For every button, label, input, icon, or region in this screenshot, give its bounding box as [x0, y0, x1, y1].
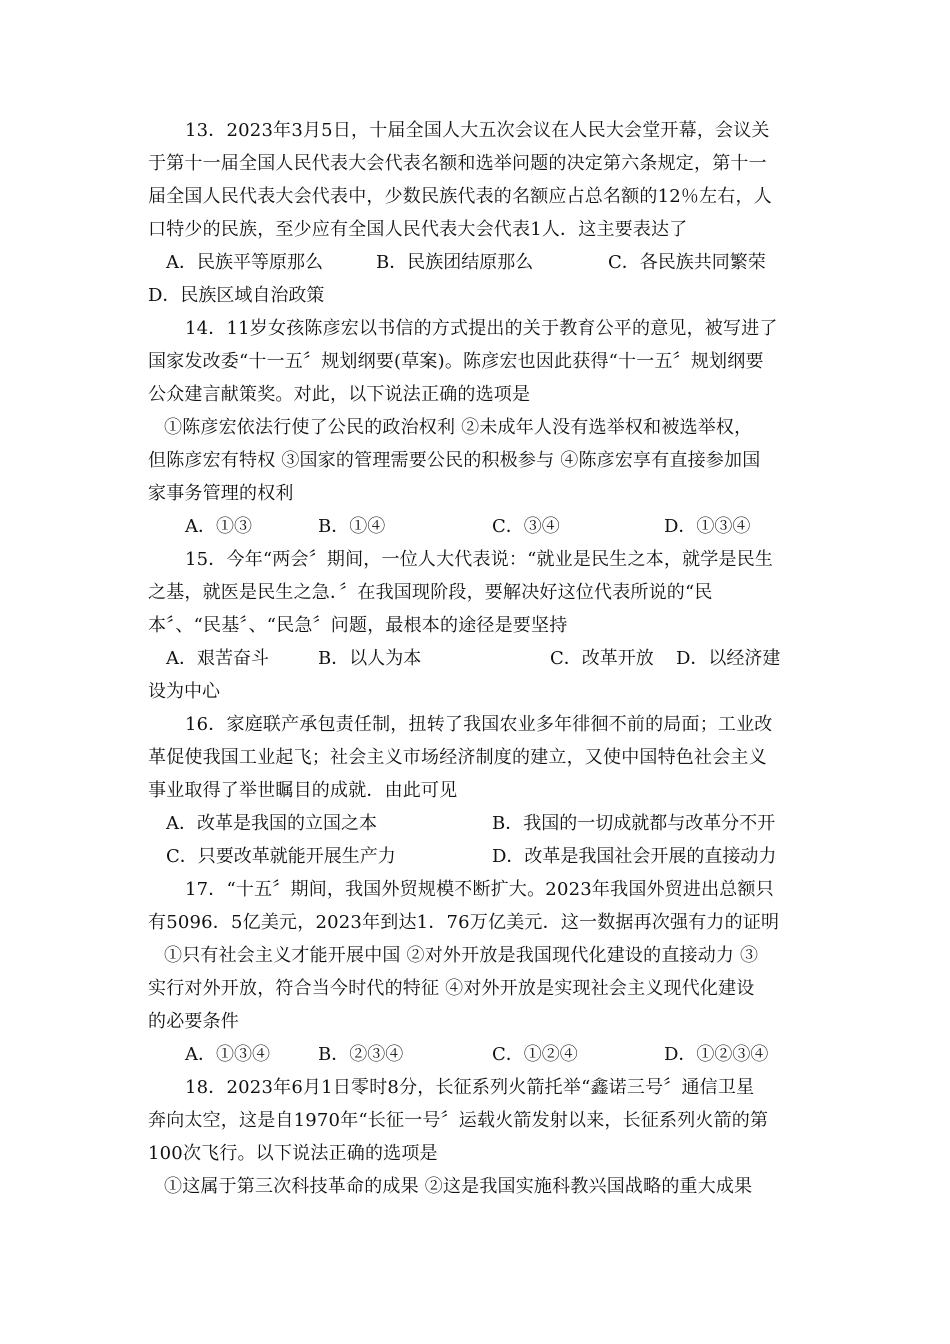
q16-option-b: B．我国的一切成就都与改革分不开 [492, 813, 776, 834]
q14-line-2: 国家发改委“十一五〞规划纲要(草案)。陈彦宏也因此获得“十一五〞规划纲要 [148, 351, 764, 372]
q17-line-1: 17．“十五〞期间，我国外贸规模不断扩大。2023年我国外贸进出总额只 [185, 879, 774, 900]
q16-option-c: C．只要改革就能开展生产力 [166, 846, 396, 867]
q17-line-3: ①只有社会主义才能开展中国 ②对外开放是我国现代化建设的直接动力 ③ [164, 945, 759, 966]
q14-line-6: 家事务管理的权利 [148, 483, 294, 504]
q16-line-1: 16．家庭联产承包责任制，扭转了我国农业多年徘徊不前的局面；工业改 [185, 714, 773, 735]
q14-line-3: 公众建言献策奖。对此，以下说法正确的选项是 [148, 384, 531, 405]
q17-option-c: C．①②④ [492, 1044, 578, 1065]
q13-line-3: 届全国人民代表大会代表中，少数民族代表的名额应占总名额的12％左右，人 [148, 186, 772, 207]
q14-option-d: D．①③④ [664, 516, 751, 537]
q13-line-2: 于第十一届全国人民代表大会代表名额和选举问题的决定第六条规定，第十一 [148, 153, 767, 174]
q13-option-a: A．民族平等原那么 [166, 252, 323, 273]
q14-option-a: A．①③ [185, 516, 252, 537]
q17-line-2: 有5096．5亿美元，2023年到达1．76万亿美元．这一数据再次强有力的证明 [148, 912, 780, 933]
q17-line-4: 实行对外开放，符合当今时代的特征 ④对外开放是实现社会主义现代化建设 [148, 978, 755, 999]
q13-option-d: D．民族区域自治政策 [148, 285, 325, 306]
q15-option-d-continued: 设为中心 [148, 681, 220, 702]
q13-line-1: 13．2023年3月5日，十届全国人大五次会议在人民大会堂开幕，会议关 [185, 120, 770, 141]
q18-line-1: 18．2023年6月1日零时8分，长征系列火箭托举“鑫诺三号〞通信卫星 [185, 1077, 755, 1098]
q15-line-3: 本〞、“民基〞、“民急〞问题，最根本的途径是要坚持 [148, 615, 568, 636]
q17-option-d: D．①②③④ [664, 1044, 769, 1065]
q16-line-3: 事业取得了举世瞩目的成就．由此可见 [148, 780, 458, 801]
q18-line-3: 100次飞行。以下说法正确的选项是 [148, 1143, 438, 1164]
q15-option-c: C．改革开放 [550, 648, 654, 669]
q16-option-d: D．改革是我国社会开展的直接动力 [492, 846, 777, 867]
q18-line-2: 奔向太空，这是自1970年“长征一号〞运载火箭发射以来，长征系列火箭的第 [148, 1110, 769, 1131]
q13-option-c: C．各民族共同繁荣 [608, 252, 766, 273]
q15-option-a: A．艰苦奋斗 [166, 648, 269, 669]
q17-line-5: 的必要条件 [148, 1011, 239, 1032]
q17-option-b: B．②③④ [318, 1044, 404, 1065]
q14-option-b: B．①④ [318, 516, 386, 537]
q17-option-a: A．①③④ [185, 1044, 270, 1065]
q14-line-1: 14．11岁女孩陈彦宏以书信的方式提出的关于教育公平的意见，被写进了 [185, 318, 778, 339]
q15-line-2: 之基，就医是民生之急．〞在我国现阶段，要解决好这位代表所说的“民 [148, 582, 713, 603]
q14-line-4: ①陈彦宏依法行使了公民的政治权利 ②未成年人没有选举权和被选举权， [164, 417, 753, 438]
q18-line-4: ①这属于第三次科技革命的成果 ②这是我国实施科教兴国战略的重大成果 [164, 1176, 753, 1197]
q16-option-a: A．改革是我国的立国之本 [166, 813, 377, 834]
q16-line-2: 革促使我国工业起飞；社会主义市场经济制度的建立，又使中国特色社会主义 [148, 747, 767, 768]
q13-option-b: B．民族团结原那么 [376, 252, 534, 273]
q13-line-4: 口特少的民族，至少应有全国人民代表大会代表1人．这主要表达了 [148, 219, 688, 240]
q15-line-1: 15．今年“两会〞期间，一位人大代表说：“就业是民生之本，就学是民生 [185, 549, 774, 570]
q14-line-5: 但陈彦宏有特权 ③国家的管理需要公民的积极参与 ④陈彦宏享有直接参加国 [148, 450, 761, 471]
q15-option-d: D．以经济建 [676, 648, 781, 669]
q15-option-b: B．以人为本 [318, 648, 422, 669]
q14-option-c: C．③④ [492, 516, 560, 537]
